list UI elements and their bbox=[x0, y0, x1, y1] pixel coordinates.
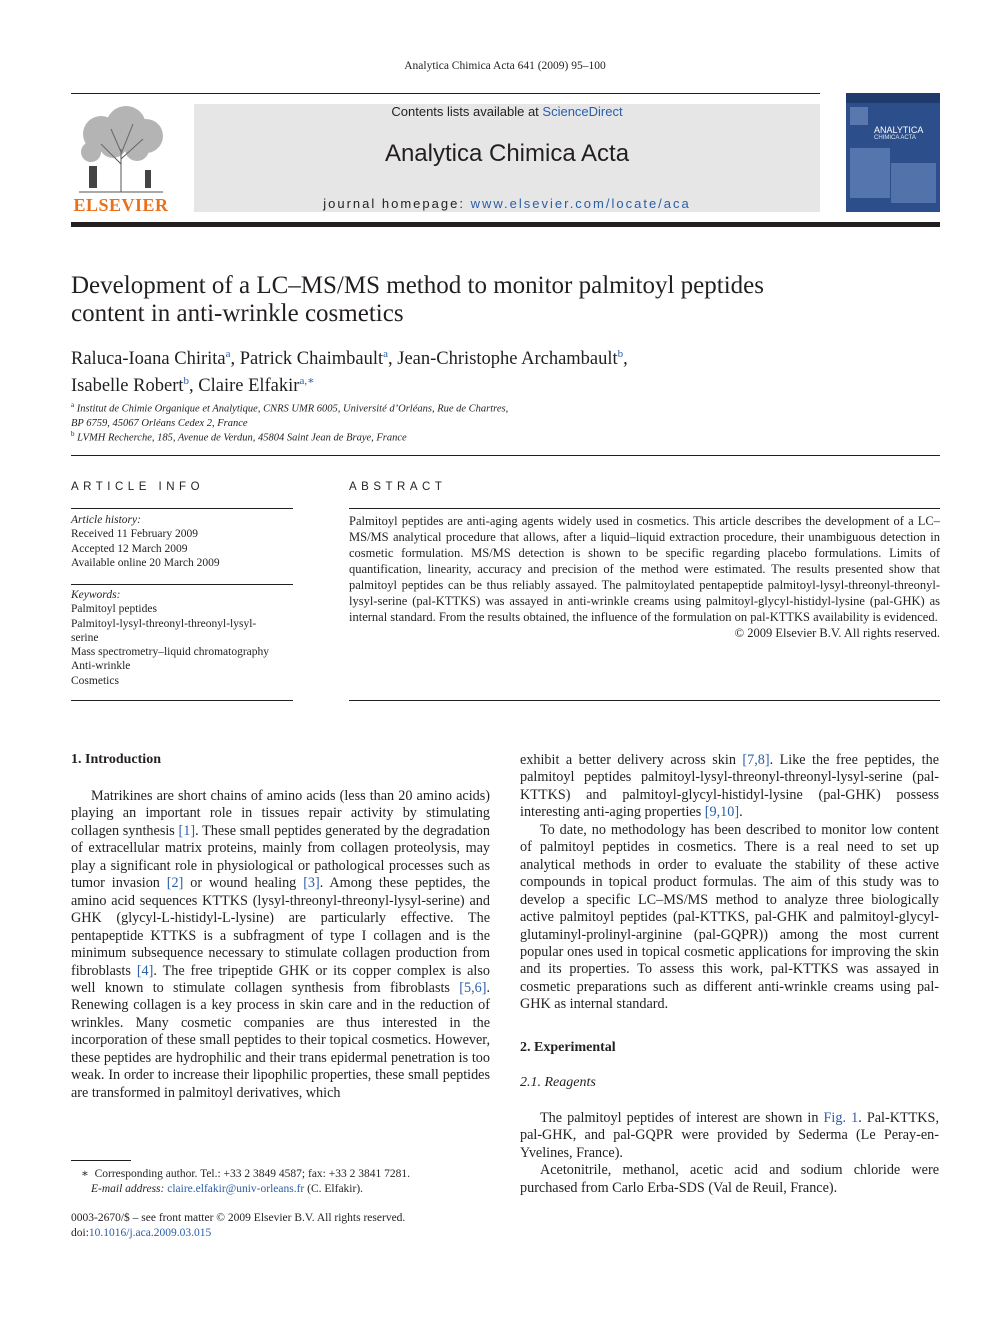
citation-link[interactable]: [1] bbox=[178, 822, 196, 839]
footnote-mark: ∗ bbox=[81, 1168, 89, 1180]
section-heading-introduction: 1. Introduction bbox=[71, 752, 161, 767]
reagents-text bbox=[520, 1110, 939, 1197]
history-label: Article history: bbox=[71, 514, 141, 526]
author-name: Patrick Chaimbault bbox=[239, 349, 384, 370]
author-separator: , bbox=[230, 349, 240, 370]
affil-mark: b bbox=[71, 430, 75, 438]
text-run: exhibit a better delivery across skin bbox=[520, 752, 743, 768]
author-name: Jean-Christophe Archambault bbox=[397, 349, 618, 370]
author-name: Claire Elfakir bbox=[198, 376, 300, 397]
author-affil-mark[interactable]: a bbox=[383, 348, 389, 360]
affil-mark: a bbox=[71, 401, 75, 409]
header-thick-rule bbox=[71, 222, 940, 227]
keywords-label: Keywords: bbox=[71, 589, 121, 601]
affiliation-a bbox=[71, 398, 771, 431]
text-run: . These small peptides generated by the degradation of extracellular matrix proteins, mainly from collagen proteolysis, may play a significant role in physiological or pathological processes such as tumor invasion bbox=[71, 822, 490, 892]
doi-label: doi: bbox=[71, 1226, 89, 1239]
author-list bbox=[71, 343, 931, 397]
journal-title: Analytica Chimica Acta bbox=[384, 140, 630, 167]
article-info-heading: ARTICLE INFO bbox=[71, 481, 205, 493]
subsection-heading-reagents: 2.1. Reagents bbox=[520, 1075, 596, 1090]
author-name: Raluca-Ioana Chirita bbox=[71, 349, 226, 370]
received-date: Received 11 February 2009 bbox=[71, 528, 198, 541]
author-separator: , bbox=[189, 376, 199, 397]
email-link[interactable]: claire.elfakir@univ-orleans.fr bbox=[167, 1182, 305, 1195]
intro-continued bbox=[520, 752, 939, 1014]
journal-homepage bbox=[194, 196, 820, 211]
author-affil-mark[interactable]: a,∗ bbox=[299, 375, 315, 388]
email-suffix: (C. Elfakir). bbox=[307, 1182, 364, 1195]
title-line-1: Development of a LC–MS/MS method to monitor palmitoyl peptides bbox=[71, 272, 764, 299]
abstract-heading: ABSTRACT bbox=[349, 481, 447, 493]
contents-prefix: Contents lists available at bbox=[391, 104, 543, 119]
article-history bbox=[71, 513, 301, 570]
keyword: serine bbox=[71, 631, 99, 644]
abstract-text: Palmitoyl peptides are anti-aging agents widely used in cosmetics. This article describes the development of a LC–MS/MS analytical procedure that allows, after a liquid–liquid extraction procedure, their unambiguous detection in cosmetic formulation. MS/MS detection is shown to be specific regarding placebo formulations. Limits of quantification, linearity, accuracy and precision of the method were estimated. The results presented show that palmitoyl peptides can be thus reliably assayed. The palmitoylated pentapeptide palmitoyl-lysyl-threonyl-threonyl-lysyl-serine (pal-KTTKS) was assayed in anti-wrinkle creams using palmitoyl-glycyl-histidyl-lysine (pal-GHK) as internal standard. From the results obtained, the influence of the formulation on pal-KTTKS availability is evidenced. bbox=[349, 514, 940, 624]
cover-title-1: ANALYTICA bbox=[874, 125, 924, 135]
cover-title-2: CHIMICA ACTA bbox=[874, 135, 916, 141]
elsevier-tree-logo bbox=[71, 104, 171, 194]
title-line-2: content in anti-wrinkle cosmetics bbox=[71, 300, 404, 327]
abstract-body bbox=[349, 513, 940, 641]
text-run: . Like the free peptides, the palmitoyl peptides palmitoyl-lysyl-threonyl-threonyl-lysyl-serine (pal-KTTKS) and palmitoyl-glycyl-histidyl-lysine (pal-GHK) possess interesting anti-aging properties bbox=[520, 752, 939, 821]
corresponding-author: Corresponding author. Tel.: +33 2 3849 4587; fax: +33 2 3841 7281. bbox=[94, 1168, 410, 1180]
section-heading-experimental: 2. Experimental bbox=[520, 1040, 616, 1055]
footnote-rule bbox=[71, 1160, 131, 1161]
citation-link[interactable]: [7,8] bbox=[742, 752, 770, 768]
article-info-bottom-rule bbox=[71, 700, 293, 701]
homepage-prefix: journal homepage: bbox=[323, 196, 471, 211]
author-separator: , bbox=[388, 349, 398, 370]
figure-link[interactable]: Fig. 1 bbox=[823, 1110, 859, 1126]
keyword: Cosmetics bbox=[71, 674, 119, 687]
header-rule bbox=[71, 93, 820, 94]
footnote-corresponding bbox=[71, 1167, 511, 1196]
contents-available bbox=[194, 104, 820, 119]
abstract-rule bbox=[349, 508, 940, 509]
abstract-bottom-rule bbox=[349, 700, 940, 701]
online-date: Available online 20 March 2009 bbox=[71, 556, 220, 569]
email-label: E-mail address: bbox=[91, 1182, 165, 1195]
text-run: . bbox=[739, 804, 743, 821]
affil-a-line2: BP 6759, 45067 Orléans Cedex 2, France bbox=[71, 417, 248, 429]
affil-a-line1: Institut de Chimie Organique et Analytique, CNRS UMR 6005, Université d’Orléans, Rue de Chartres, bbox=[76, 403, 509, 415]
elsevier-wordmark: ELSEVIER bbox=[73, 195, 169, 215]
author-affil-mark[interactable]: b bbox=[183, 375, 189, 388]
article-title bbox=[71, 272, 891, 328]
citation-link[interactable]: [4] bbox=[136, 962, 154, 979]
intro-paragraph-2: To date, no methodology has been described to monitor low content of palmitoyl peptides in cosmetics. There is a real need to set up analytical methods in order to evaluate the stability of these active compounds in topical product formulas. The aim of this study was to develop a specific LC–MS/MS method to analyze three biologically active palmitoyl peptides (pal-KTTKS, pal-GHK and palmitoyl-glycyl-glutaminyl-prolinyl-arginine (pal-GQPR)) among the most current popular ones used in topical cosmetic applications for improving the skin and its properties. To assess this work, pal-KTTKS was assayed in cosmetic preparations such as different anti-wrinkle creams using pal-GHK as internal standard. bbox=[520, 821, 939, 1013]
text-run: or wound healing bbox=[183, 875, 304, 892]
keywords-rule bbox=[71, 584, 293, 585]
homepage-link[interactable]: www.elsevier.com/locate/aca bbox=[470, 196, 691, 211]
keyword: Mass spectrometry–liquid chromatography bbox=[71, 646, 270, 659]
issn-line: 0003-2670/$ – see front matter © 2009 Elsevier B.V. All rights reserved. bbox=[71, 1212, 406, 1224]
citation-link[interactable]: [3] bbox=[303, 875, 320, 892]
doi-link[interactable]: 10.1016/j.aca.2009.03.015 bbox=[88, 1226, 212, 1239]
affiliation-b bbox=[71, 427, 771, 446]
citation-link[interactable]: [5,6] bbox=[459, 979, 487, 996]
journal-cover-thumbnail[interactable] bbox=[846, 93, 940, 212]
citation-link[interactable]: [9,10] bbox=[704, 804, 740, 821]
abstract-copyright: © 2009 Elsevier B.V. All rights reserved. bbox=[734, 626, 940, 640]
author-separator: , bbox=[623, 349, 628, 370]
keyword: Anti-wrinkle bbox=[71, 660, 131, 673]
citation-link[interactable]: [2] bbox=[166, 875, 184, 892]
text-run: The palmitoyl peptides of interest are shown in bbox=[540, 1110, 824, 1126]
issn-doi bbox=[71, 1211, 511, 1240]
keywords bbox=[71, 588, 301, 688]
text-run: . Renewing collagen is a key process in skin care and in the reduction of wrinkles. Many cosmetic companies are thus interested in the incorporation of these small peptides to their topical cosmetics. However, these peptides are hydrophilic and their trans epidermal penetration is too weak. In order to increase their lipophilic properties, these small peptides are transformed in palmitoyl derivatives, which bbox=[71, 979, 490, 1101]
article-info-rule bbox=[71, 508, 293, 509]
author-name: Isabelle Robert bbox=[71, 376, 184, 397]
intro-paragraph-1 bbox=[71, 788, 490, 1102]
text-run: . The free tripeptide GHK or its copper complex is also well known to stimulate collagen synthesis from fibroblasts bbox=[71, 962, 490, 996]
journal-banner bbox=[194, 104, 820, 212]
text-run: Matrikines are short chains of amino acids (less than 20 amino acids) playing an important role in tissues repair activity by stimulating collagen synthesis bbox=[71, 788, 490, 839]
affil-b-line1: LVMH Recherche, 185, Avenue de Verdun, 45804 Saint Jean de Braye, France bbox=[77, 432, 407, 444]
text-run: . Among these peptides, the amino acid sequences KTTKS (lysyl-threonyl-threonyl-lysyl-serine) and GHK (glycyl-L-histidyl-L-lysine) are particularly effective. The pentapeptide KTTKS is a subfragment of type I collagen and is the minimum subsequence necessary to stimulate collagen production from fibroblasts bbox=[71, 875, 491, 979]
author-affil-mark[interactable]: a bbox=[225, 348, 231, 360]
text-run: . Pal-KTTKS, pal-GHK, and pal-GQPR were provided by Sederma (Le Peray-en-Yvelines, France). bbox=[520, 1110, 939, 1161]
running-head: Analytica Chimica Acta 641 (2009) 95–100 bbox=[404, 60, 606, 72]
author-affil-mark[interactable]: b bbox=[617, 348, 624, 360]
front-matter-rule bbox=[71, 455, 940, 456]
keyword: Palmitoyl-lysyl-threonyl-threonyl-lysyl- bbox=[71, 617, 257, 630]
reagents-paragraph-2: Acetonitrile, methanol, acetic acid and sodium chloride were purchased from Carlo Erba-SDS (Val de Reuil, France). bbox=[520, 1162, 939, 1196]
accepted-date: Accepted 12 March 2009 bbox=[71, 542, 188, 555]
sciencedirect-link[interactable]: ScienceDirect bbox=[542, 104, 623, 119]
keyword: Palmitoyl peptides bbox=[71, 603, 157, 616]
